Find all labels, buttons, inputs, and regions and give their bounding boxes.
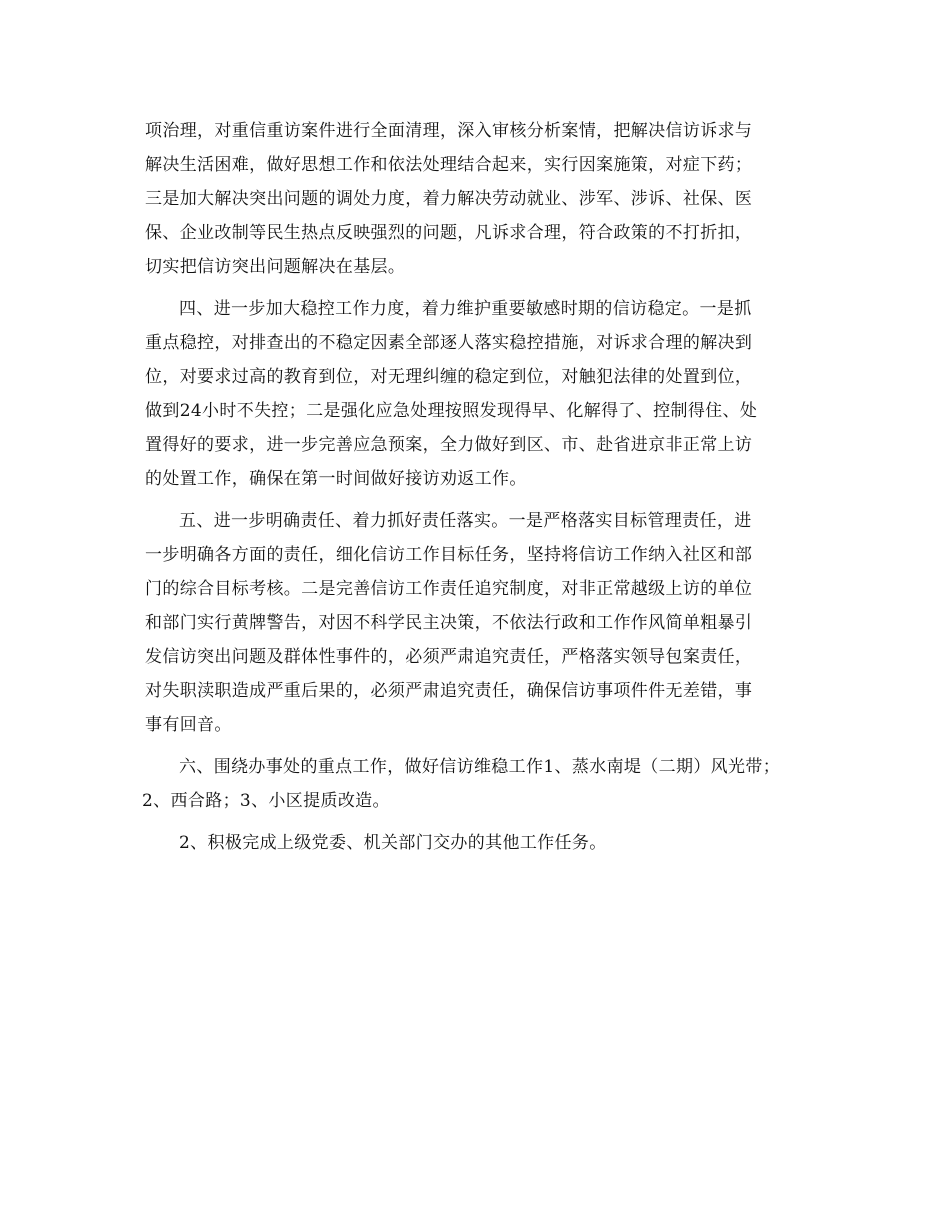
text-line: 和部门实行黄牌警告，对因不科学民主决策，不依法行政和工作作风简单粗暴引 xyxy=(145,613,753,633)
text-line: 位，对要求过高的教育到位，对无理纠缠的稳定到位，对触犯法律的处置到位， xyxy=(145,367,753,387)
text-line: 一步明确各方面的责任，细化信访工作目标任务，坚持将信访工作纳入社区和部 xyxy=(145,545,753,565)
text-line: 对失职渎职造成严重后果的，必须严肃追究责任，确保信访事项件件无差错，事 xyxy=(145,681,753,701)
closing-item: 2、积极完成上级党委、机关部门交办的其他工作任务。 xyxy=(179,833,607,853)
text-line: 切实把信访突出问题解决在基层。 xyxy=(145,257,406,277)
text-line: 重点稳控，对排查出的不稳定因素全部逐人落实稳控措施，对诉求合理的解决到 xyxy=(145,333,753,353)
text-line: 的处置工作，确保在第一时间做好接访劝返工作。 xyxy=(145,469,527,489)
text-line: 发信访突出问题及群体性事件的，必须严肃追究责任，严格落实领导包案责任， xyxy=(145,647,753,667)
text-line: 门的综合目标考核。二是完善信访工作责任追究制度，对非正常越级上访的单位 xyxy=(145,579,753,599)
paragraph-6-start: 六、围绕办事处的重点工作，做好信访维稳工作1、蒸水南堤（二期）风光带； xyxy=(179,757,781,777)
text-line: 置得好的要求，进一步完善应急预案，全力做好到区、市、赴省进京非正常上访 xyxy=(145,435,753,455)
paragraph-4-start: 四、进一步加大稳控工作力度，着力维护重要敏感时期的信访稳定。一是抓 xyxy=(179,299,752,319)
text-line: 做到24小时不失控；二是强化应急处理按照发现得早、化解得了、控制得住、处 xyxy=(145,401,758,421)
text-line: 事有回音。 xyxy=(145,715,232,735)
text-line: 保、企业改制等民生热点反映强烈的问题，凡诉求合理，符合政策的不打折扣， xyxy=(145,223,753,243)
text-line: 项治理，对重信重访案件进行全面清理，深入审核分析案情，把解决信访诉求与 xyxy=(145,121,753,141)
paragraph-5-start: 五、进一步明确责任、着力抓好责任落实。一是严格落实目标管理责任，进 xyxy=(179,511,752,531)
text-line: 解决生活困难，做好思想工作和依法处理结合起来，实行因案施策，对症下药； xyxy=(145,155,753,175)
text-line: 三是加大解决突出问题的调处力度，着力解决劳动就业、涉军、涉诉、社保、医 xyxy=(145,189,753,209)
text-line: 2、西合路；3、小区提质改造。 xyxy=(142,791,390,811)
